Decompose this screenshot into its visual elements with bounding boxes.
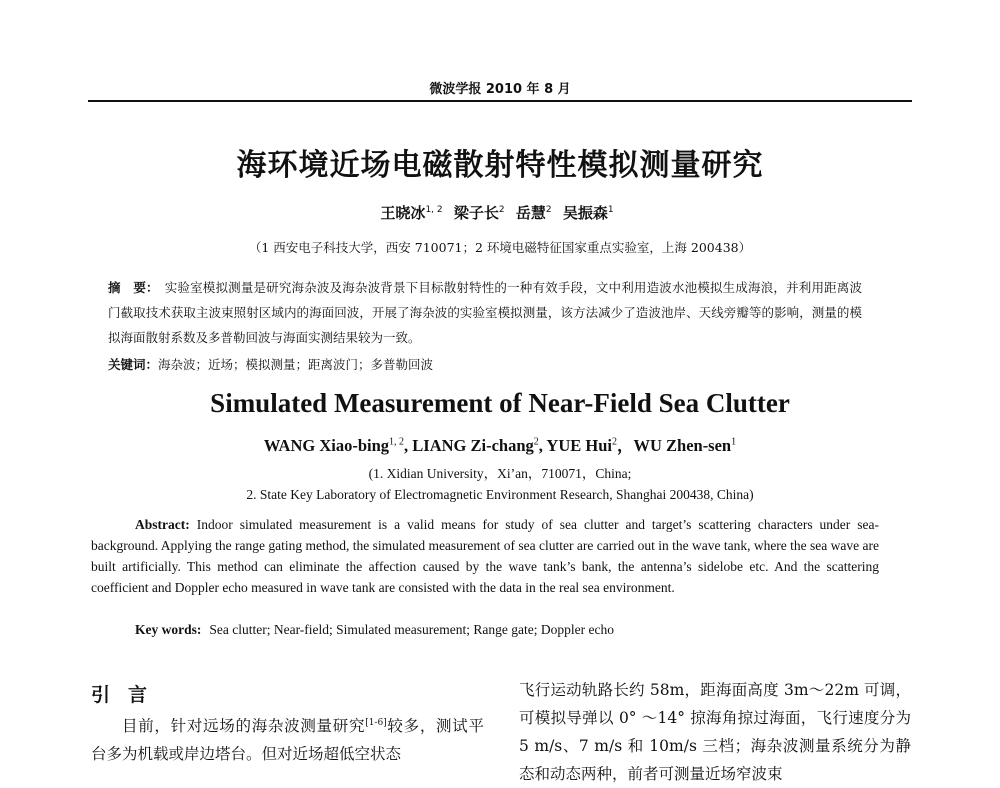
en-author-sep: ,	[404, 436, 413, 455]
en-authors	[0, 432, 1000, 456]
en-author-sup: 2	[611, 436, 617, 448]
en-author-name: LIANG Zi-chang	[412, 436, 534, 455]
cn-abstract-label: 摘 要：	[108, 280, 159, 295]
en-author-sup: 1, 2	[389, 436, 405, 448]
section-heading: 引言	[91, 684, 166, 706]
en-affiliation-1: (1. Xidian University，Xi’an，710071，China;	[368, 466, 632, 481]
cn-author-sup: 1, 2	[425, 205, 443, 215]
cn-author-name: 岳慧	[515, 204, 546, 222]
cn-title: 海环境近场电磁散射特性模拟测量研究	[236, 148, 764, 183]
cn-keywords-text: 海杂波；近场；模拟测量；距离波门；多普勒回波	[158, 357, 434, 372]
cn-author-sup: 1	[607, 205, 614, 215]
cn-abstract-text: 实验室模拟测量是研究海杂波及海杂波背景下目标散射特性的一种有效手段，文中利用造波水池模拟生成海浪，并利用距离波门截取技术获取主波束照射区域内的海面回波，开展了海杂波的实验室模拟测量，该方法减少了造波池岸、天线旁瓣等的影响，测量的模拟海面散射系数及多普勒回波与海面实测结果较为一致。	[108, 280, 862, 345]
cn-authors	[0, 202, 1000, 223]
en-author-sep: ，	[616, 436, 634, 455]
en-title: Simulated Measurement of Near-Field Sea Clutter	[210, 388, 790, 418]
en-affiliation-2: 2. State Key Laboratory of Electromagnetic Environment Research, Shanghai 200438, China)	[246, 487, 754, 502]
citation: [1-6]	[365, 717, 387, 728]
cn-author-sup: 2	[498, 205, 505, 215]
body-right-column: 飞行运动轨路长约 58m，距海面高度 3m～22m 可调，可模拟导弹以 0° ～14° 掠海角掠过海面，飞行速度分为 5 m/s、7 m/s 和 10m/s 三档；海杂波测量系统分为静态和动态两种，前者可测量近场窄波束	[519, 681, 911, 783]
cn-keywords	[108, 355, 862, 373]
en-abstract	[91, 514, 879, 598]
en-author-name: YUE Hui	[546, 436, 612, 455]
en-abstract-text: Indoor simulated measurement is a valid means for study of sea clutter and target’s scattering characters under sea-background. Applying the range gating method, the simulated measurement of sea clutter are carried out in the wave tank, where the sea wave are built artificially. This method can eliminate the affection caused by the wave tank’s bank, the antenna’s sidelobe etc. And the scattering coefficient and Doppler echo measured in wave tank are consisted with the data in the real sea environment.	[91, 517, 880, 595]
en-keywords-text: Sea clutter; Near-field; Simulated measurement; Range gate; Doppler echo	[209, 622, 614, 637]
en-abstract-label: Abstract:	[135, 517, 190, 532]
cn-author-sup: 2	[545, 205, 552, 215]
cn-abstract	[108, 275, 862, 350]
cn-author-name: 吴振森	[562, 204, 608, 222]
cn-author-name: 王晓冰	[380, 204, 426, 222]
cn-affiliation: （1 西安电子科技大学，西安 710071；2 环境电磁特征国家重点实验室，上海 200438）	[248, 240, 752, 255]
header-rule	[88, 100, 912, 102]
en-keywords-label: Key words:	[135, 622, 202, 637]
en-author-name: WU Zhen-sen	[633, 436, 732, 455]
en-author-sep: ,	[538, 436, 547, 455]
body-left-text-cont: 较多，测试平台多为机载或岸边塔台。但对近场超低空状态	[91, 717, 484, 763]
cn-keywords-label: 关键词：	[108, 357, 159, 372]
en-author-sup: 2	[533, 436, 539, 448]
en-keywords	[135, 622, 875, 638]
body-left-column	[91, 712, 484, 768]
running-head: 微波学报 2010 年 8 月	[429, 82, 571, 97]
en-author-name: WANG Xiao-bing	[263, 436, 390, 455]
body-left-text: 目前，针对远场的海杂波测量研究	[122, 717, 366, 735]
en-author-sup: 1	[731, 436, 737, 448]
cn-author-name: 梁子长	[453, 204, 499, 222]
